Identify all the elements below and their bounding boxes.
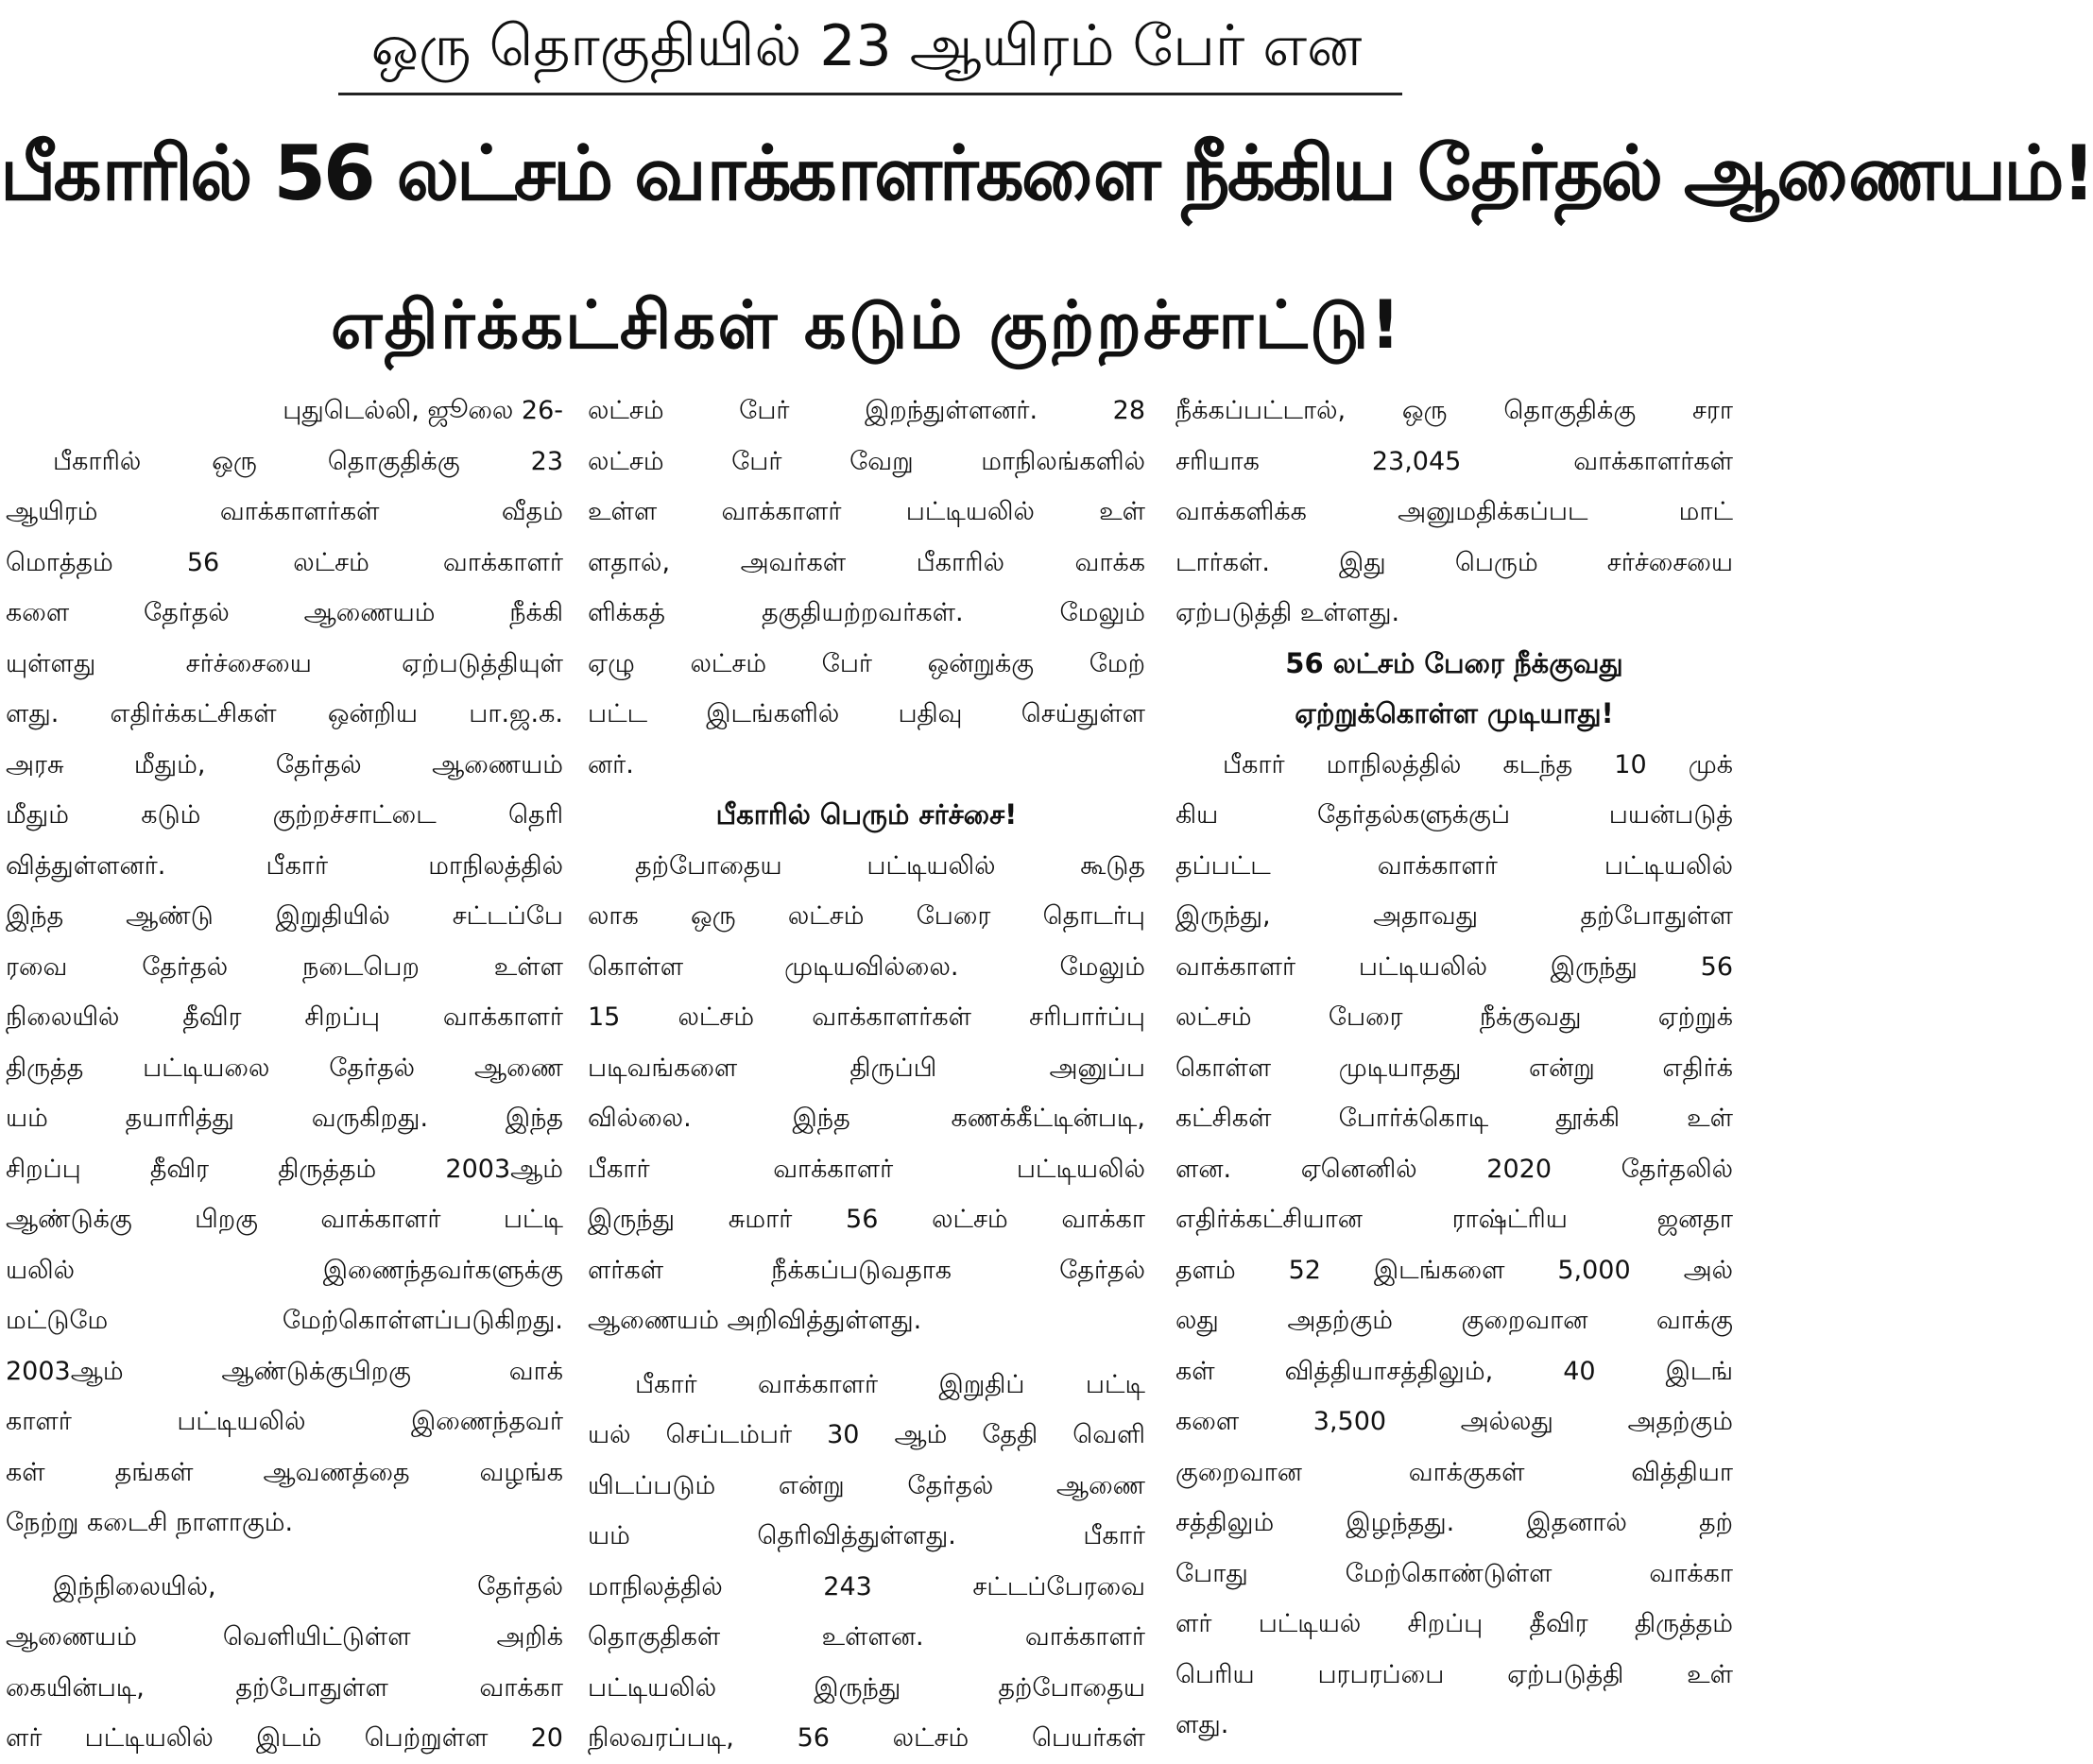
article-line: லட்சம் பேரை நீக்குவது ஏற்றுக் <box>1175 1002 1733 1032</box>
article-line: களை தேர்தல் ஆணையம் நீக்கி <box>6 598 563 627</box>
article-line: பீகாரில் ஒரு தொகுதிக்கு 23 <box>53 446 563 476</box>
article-line: ளன. ஏனெனில் 2020 தேர்தலில் <box>1175 1154 1733 1184</box>
article-line: இருந்து சுமார் 56 லட்சம் வாக்கா <box>588 1205 1145 1234</box>
article-line: லது அதற்கும் குறைவான வாக்கு <box>1175 1306 1733 1335</box>
article-line: ஆண்டுக்கு பிறகு வாக்காளர் பட்டி <box>6 1205 563 1234</box>
dateline: புதுடெல்லி, ஜூலை 26- <box>283 396 563 425</box>
paragraph-gap <box>588 1346 1145 1360</box>
article-column-3 <box>1175 385 1733 1744</box>
section-heading: பீகாரில் பெரும் சர்ச்சை! <box>715 798 1018 831</box>
article-line: உள்ள வாக்காளர் பட்டியலில் உள் <box>588 497 1145 526</box>
article-line: படிவங்களை திருப்பி அனுப்ப <box>588 1053 1145 1083</box>
article-line: ஆணையம் அறிவித்துள்ளது. <box>588 1306 922 1335</box>
article-line: ளர் பட்டியலில் இடம் பெற்றுள்ள 20 <box>6 1723 563 1753</box>
article-line: எதிர்க்கட்சியான ராஷ்ட்ரிய ஜனதா <box>1175 1205 1733 1234</box>
article-line: 2003ஆம் ஆண்டுக்குபிறகு வாக் <box>6 1356 563 1386</box>
article-line: தற்போதைய பட்டியலில் கூடுத <box>635 850 1145 881</box>
article-line: யிடப்படும் என்று தேர்தல் ஆணை <box>588 1470 1145 1500</box>
article-line: கொள்ள முடியவில்லை. மேலும் <box>588 951 1145 982</box>
article-line: யம் தயாரித்து வருகிறது. இந்த <box>6 1104 563 1133</box>
article-line: மீதும் கடும் குற்றச்சாட்டை தெரி <box>6 800 563 830</box>
article-line: மட்டுமே மேற்கொள்ளப்படுகிறது. <box>6 1306 563 1335</box>
subhead: எதிர்க்கட்சிகள் கடும் குற்றச்சாட்டு! <box>330 286 1403 364</box>
article-line: யலில் இணைந்தவர்களுக்கு <box>6 1255 563 1285</box>
article-line: நிலவரப்படி, 56 லட்சம் பெயர்கள் <box>588 1723 1145 1753</box>
section-heading: 56 லட்சம் பேரை நீக்குவது <box>1285 646 1623 679</box>
article-line: பட்ட இடங்களில் பதிவு செய்துள்ள <box>588 699 1145 728</box>
article-line: காளர் பட்டியலில் இணைந்தவர் <box>6 1407 563 1436</box>
article-line: பீகார் வாக்காளர் பட்டியலில் <box>588 1154 1145 1184</box>
article-line: வாக்களிக்க அனுமதிக்கப்பட மாட் <box>1175 497 1733 526</box>
article-line: லட்சம் பேர் இறந்துள்ளனர். 28 <box>588 396 1145 425</box>
article-line: கையின்படி, தற்போதுள்ள வாக்கா <box>6 1672 563 1703</box>
article-line: தொகுதிகள் உள்ளன. வாக்காளர் <box>588 1622 1145 1652</box>
article-line: ஆயிரம் வாக்காளர்கள் வீதம் <box>6 497 563 526</box>
article-column-2 <box>588 385 1145 1753</box>
article-line: இருந்து, அதாவது தற்போதுள்ள <box>1175 901 1733 931</box>
article-line: கட்சிகள் போர்க்கொடி தூக்கி உள் <box>1175 1104 1733 1133</box>
article-line: சரியாக 23,045 வாக்காளர்கள் <box>1175 446 1733 476</box>
article-line: கொள்ள முடியாதது என்று எதிர்க் <box>1175 1053 1733 1083</box>
article-line: சிறப்பு தீவிர திருத்தம் 2003ஆம் <box>6 1154 563 1184</box>
article-line: பெரிய பரபரப்பை ஏற்படுத்தி உள் <box>1175 1659 1733 1689</box>
article-line: ஏழு லட்சம் பேர் ஒன்றுக்கு மேற் <box>588 648 1145 678</box>
article-line: யம் தெரிவித்துள்ளது. பீகார் <box>588 1521 1145 1550</box>
article-line: 15 லட்சம் வாக்காளர்கள் சரிபார்ப்பு <box>588 1002 1145 1032</box>
headline: பீகாரில் 56 லட்சம் வாக்காளர்களை நீக்கிய தேர்தல் ஆணையம்! <box>0 129 2093 217</box>
article-line: யல் செப்டம்பர் 30 ஆம் தேதி வெளி <box>588 1420 1145 1449</box>
article-line: யுள்ளது சர்ச்சையை ஏற்படுத்தியுள் <box>6 648 563 678</box>
article-line: ளது. <box>1175 1710 1229 1739</box>
article-line: சத்திலும் இழந்தது. இதனால் தற் <box>1175 1508 1733 1537</box>
article-line: ரவை தேர்தல் நடைபெற உள்ள <box>6 951 563 982</box>
article-line: டார்கள். இது பெரும் சர்ச்சையை <box>1175 547 1733 577</box>
article-line: னர். <box>588 749 634 779</box>
article-line: தப்பட்ட வாக்காளர் பட்டியலில் <box>1175 850 1733 881</box>
section-heading: ஏற்றுக்கொள்ள முடியாது! <box>1295 697 1614 729</box>
article-line: ளர் பட்டியல் சிறப்பு தீவிர திருத்தம் <box>1175 1609 1733 1638</box>
paragraph-gap <box>6 1549 563 1562</box>
article-line: அரசு மீதும், தேர்தல் ஆணையம் <box>6 749 563 779</box>
article-line: பீகார் வாக்காளர் இறுதிப் பட்டி <box>635 1369 1145 1399</box>
article-line: நேற்று கடைசி நாளாகும். <box>6 1508 294 1537</box>
article-line: கள் தங்கள் ஆவணத்தை வழங்க <box>6 1457 563 1487</box>
article-line: லட்சம் பேர் வேறு மாநிலங்களில் <box>588 446 1145 476</box>
article-line: ஆணையம் வெளியிட்டுள்ள அறிக் <box>6 1622 563 1652</box>
article-line: குறைவான வாக்குகள் வித்தியா <box>1175 1457 1733 1487</box>
article-line: களை 3,500 அல்லது அதற்கும் <box>1175 1407 1733 1436</box>
article-line: மொத்தம் 56 லட்சம் வாக்காளர் <box>6 547 563 577</box>
article-line: திருத்த பட்டியலை தேர்தல் ஆணை <box>6 1053 563 1083</box>
article-line: ஏற்படுத்தி உள்ளது. <box>1175 598 1400 627</box>
article-column-1 <box>6 385 563 1753</box>
article-line: வில்லை. இந்த கணக்கீட்டின்படி, <box>588 1104 1145 1133</box>
article-line: வித்துள்ளனர். பீகார் மாநிலத்தில் <box>6 850 563 881</box>
article-line: ளிக்கத் தகுதியற்றவர்கள். மேலும் <box>588 598 1145 627</box>
article-line: நீக்கப்பட்டால், ஒரு தொகுதிக்கு சரா <box>1175 396 1733 425</box>
article-line: பட்டியலில் இருந்து தற்போதைய <box>588 1672 1145 1703</box>
article-line: இந்த ஆண்டு இறுதியில் சட்டப்பே <box>6 901 563 931</box>
article-line: இந்நிலையில், தேர்தல் <box>53 1571 563 1601</box>
article-line: ளது. எதிர்க்கட்சிகள் ஒன்றிய பா.ஜ.க. <box>6 699 563 728</box>
article-line: பீகார் மாநிலத்தில் கடந்த 10 முக் <box>1223 749 1733 779</box>
article-line: ளர்கள் நீக்கப்படுவதாக தேர்தல் <box>588 1255 1145 1285</box>
article-line: கள் வித்தியாசத்திலும், 40 இடங் <box>1175 1356 1733 1386</box>
article-line: ளதால், அவர்கள் பீகாரில் வாக்க <box>588 547 1145 577</box>
article-line: நிலையில் தீவிர சிறப்பு வாக்காளர் <box>6 1002 563 1032</box>
article-line: தளம் 52 இடங்களை 5,000 அல் <box>1175 1255 1733 1285</box>
article-line: போது மேற்கொண்டுள்ள வாக்கா <box>1175 1558 1733 1588</box>
kicker-underline <box>338 93 1402 95</box>
article-line: கிய தேர்தல்களுக்குப் பயன்படுத் <box>1175 800 1733 830</box>
article-line: லாக ஒரு லட்சம் பேரை தொடர்பு <box>588 901 1145 931</box>
article-line: மாநிலத்தில் 243 சட்டப்பேரவை <box>588 1571 1145 1601</box>
article-line: வாக்காளர் பட்டியலில் இருந்து 56 <box>1175 951 1733 982</box>
kicker: ஒரு தொகுதியில் 23 ஆயிரம் பேர் என <box>370 13 1363 79</box>
